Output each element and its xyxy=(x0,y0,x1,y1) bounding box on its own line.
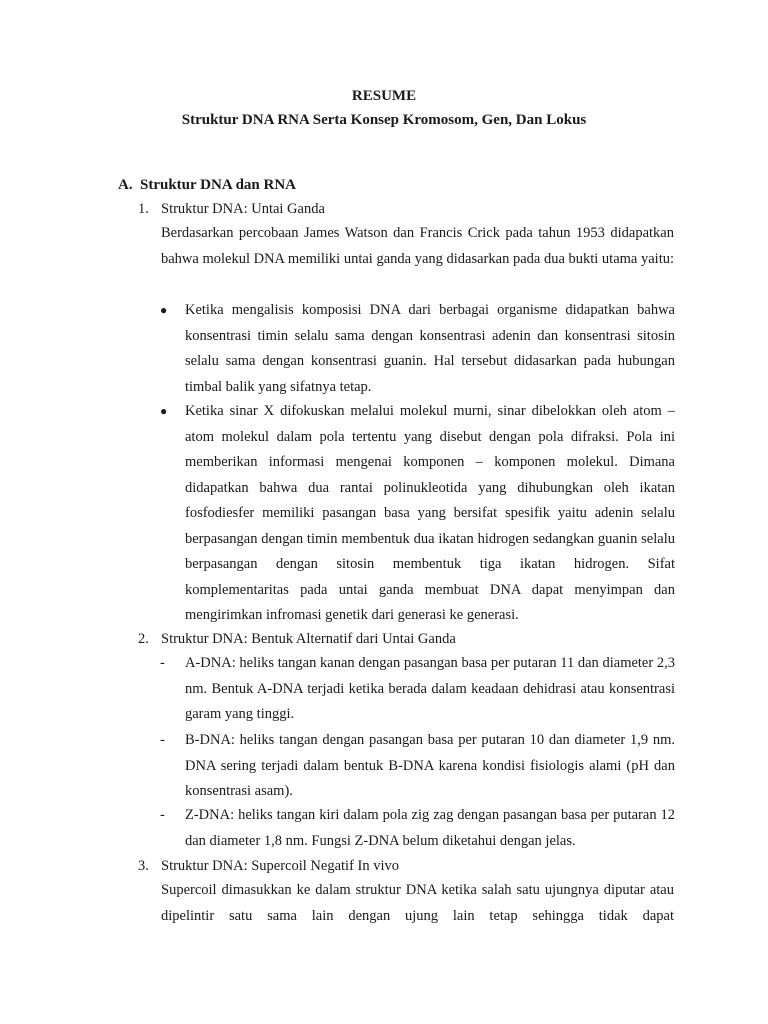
item2-number: 2. xyxy=(138,631,149,647)
dash-marker: - xyxy=(160,807,165,823)
bullet-marker: ● xyxy=(160,303,168,317)
item2-dash-2: B-DNA: heliks tangan dengan pasangan basa per putaran 10 dan diameter 1,9 nm. DNA sering terjadi dalam bentuk B-DNA karena kondisi fisiologis alami (pH dan konsentrasi asam). xyxy=(185,732,675,799)
item1-intro: Berdasarkan percobaan James Watson dan Francis Crick pada tahun 1953 didapatkan bahwa molekul DNA memiliki untai ganda yang didasarkan pada dua bukti utama yaitu: xyxy=(161,225,675,267)
item1-bullet-1: Ketika mengalisis komposisi DNA dari berbagai organisme didapatkan bahwa konsentrasi timin selalu sama dengan konsentrasi adenin dan konsentrasi sitosin selalu sama dengan konsentrasi guanin. Hal tersebut didasarkan pada hubungan timbal balik yang sifatnya tetap. xyxy=(185,302,675,395)
item1-heading: Struktur DNA: Untai Ganda xyxy=(161,201,325,217)
section-a-label: A. xyxy=(118,177,133,193)
dash-marker: - xyxy=(160,732,165,748)
document-title: RESUME xyxy=(351,88,417,104)
section-a-heading xyxy=(118,175,296,195)
item3-text: Supercoil dimasukkan ke dalam struktur DNA ketika salah satu ujungnya diputar atau dipelintir satu sama lain dengan ujung lain tetap sehingga tidak dapat xyxy=(161,882,674,924)
item3-heading: Struktur DNA: Supercoil Negatif In vivo xyxy=(161,858,400,874)
item1-bullet-2: Ketika sinar X difokuskan melalui molekul murni, sinar dibelokkan oleh atom – atom molekul dalam pola tertentu yang disebut dengan pola difraksi. Pola ini memberikan informasi mengenai komponen – komponen molekul. Dimana didapatkan bahwa dua rantai polinukleotida yang dihubungkan oleh ikatan fosfodiesfer memiliki pasangan basa yang bersifat spesifik yaitu adenin selalu berpasangan dengan timin membentuk dua ikatan hidrogen sedangkan guanin selalu berpasangan dengan sitosin membentuk tiga ikatan hidrogen. Sifat komplementaritas pada untai ganda membuat DNA dapat menyimpan dan mengirimkan infromasi genetik dari generasi ke generasi. xyxy=(185,403,675,623)
item2-dash-1: A-DNA: heliks tangan kanan dengan pasangan basa per putaran 11 dan diameter 2,3 nm. Bentuk A-DNA terjadi ketika berada dalam keadaan dehidrasi atau konsentrasi garam yang tinggi. xyxy=(185,655,675,722)
item2-heading: Struktur DNA: Bentuk Alternatif dari Untai Ganda xyxy=(161,631,456,647)
item3-number: 3. xyxy=(138,858,149,874)
item1-number: 1. xyxy=(138,201,149,217)
bullet-marker: ● xyxy=(160,404,168,418)
dash-marker: - xyxy=(160,655,165,671)
document-subtitle: Struktur DNA RNA Serta Konsep Kromosom, Gen, Dan Lokus xyxy=(181,112,587,128)
section-a-title: Struktur DNA dan RNA xyxy=(140,177,297,193)
item2-dash-3: Z-DNA: heliks tangan kiri dalam pola zig zag dengan pasangan basa per putaran 12 dan diameter 1,8 nm. Fungsi Z-DNA belum diketahui dengan jelas. xyxy=(185,807,675,849)
